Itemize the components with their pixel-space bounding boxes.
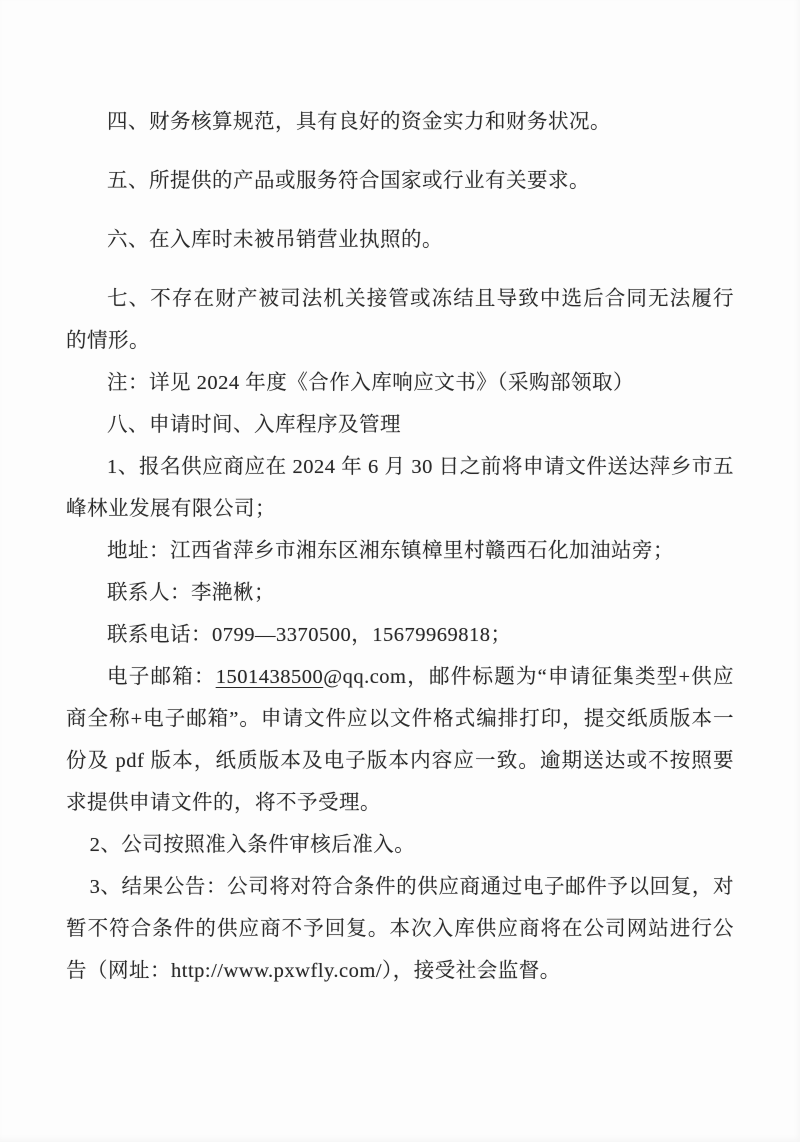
text-segment: 2、公司按照准入条件审核后准入。 xyxy=(89,834,416,856)
text-segment: 六、在入库时未被吊销营业执照的。 xyxy=(107,229,443,251)
text-segment: 3、结果公告：公司将对符合条件的供应商通过电子邮件予以回复，对暂不符合条件的供应商不予回复。本次入库供应商将在公司网站进行公告（网址：http://www.pxwfly.com/），接受社会监督。 xyxy=(66,876,734,982)
document-body xyxy=(66,101,734,992)
paragraph-item-6 xyxy=(66,219,734,261)
paragraph-note xyxy=(66,362,734,404)
text-segment: 地址：江西省萍乡市湘东区湘东镇樟里村赣西石化加油站旁； xyxy=(107,540,674,562)
paragraph-item-5 xyxy=(66,160,734,202)
text-segment: 1、报名供应商应在 2024 年 6 月 30 日之前将申请文件送达萍乡市五峰林业发展有限公司； xyxy=(66,456,734,520)
text-segment: 七、不存在财产被司法机关接管或冻结且导致中选后合同无法履行的情形。 xyxy=(66,288,734,352)
text-segment: 注：详见 2024 年度《合作入库响应文书》（采购部领取） xyxy=(107,372,634,394)
paragraph-sub-item-2 xyxy=(66,824,734,866)
underlined-text: 1501438500 xyxy=(215,666,324,688)
text-segment: @qq.com，邮件标题为“申请征集类型+供应商全称+电子邮箱”。申请文件应以文件格式编排打印，提交纸质版本一份及 pdf 版本，纸质版本及电子版本内容应一致。逾期送达或不按照要求提供申请文件的，将不予受理。 xyxy=(66,666,734,814)
text-segment: 八、申请时间、入库程序及管理 xyxy=(107,414,401,436)
paragraph-address xyxy=(66,530,734,572)
paragraph-item-7 xyxy=(66,278,734,362)
paragraph-item-8 xyxy=(66,404,734,446)
text-segment: 四、财务核算规范，具有良好的资金实力和财务状况。 xyxy=(107,111,611,133)
paragraph-sub-item-1 xyxy=(66,446,734,530)
paragraph-sub-item-3 xyxy=(66,866,734,992)
paragraph-email xyxy=(66,656,734,824)
text-segment: 联系人：李滟楸； xyxy=(107,582,275,604)
text-segment: 电子邮箱： xyxy=(107,666,216,688)
text-segment: 五、所提供的产品或服务符合国家或行业有关要求。 xyxy=(107,170,590,192)
text-segment: 联系电话：0799—3370500，15679969818； xyxy=(107,624,512,646)
paragraph-contact-phone xyxy=(66,614,734,656)
paragraph-item-4 xyxy=(66,101,734,143)
paragraph-contact-person xyxy=(66,572,734,614)
